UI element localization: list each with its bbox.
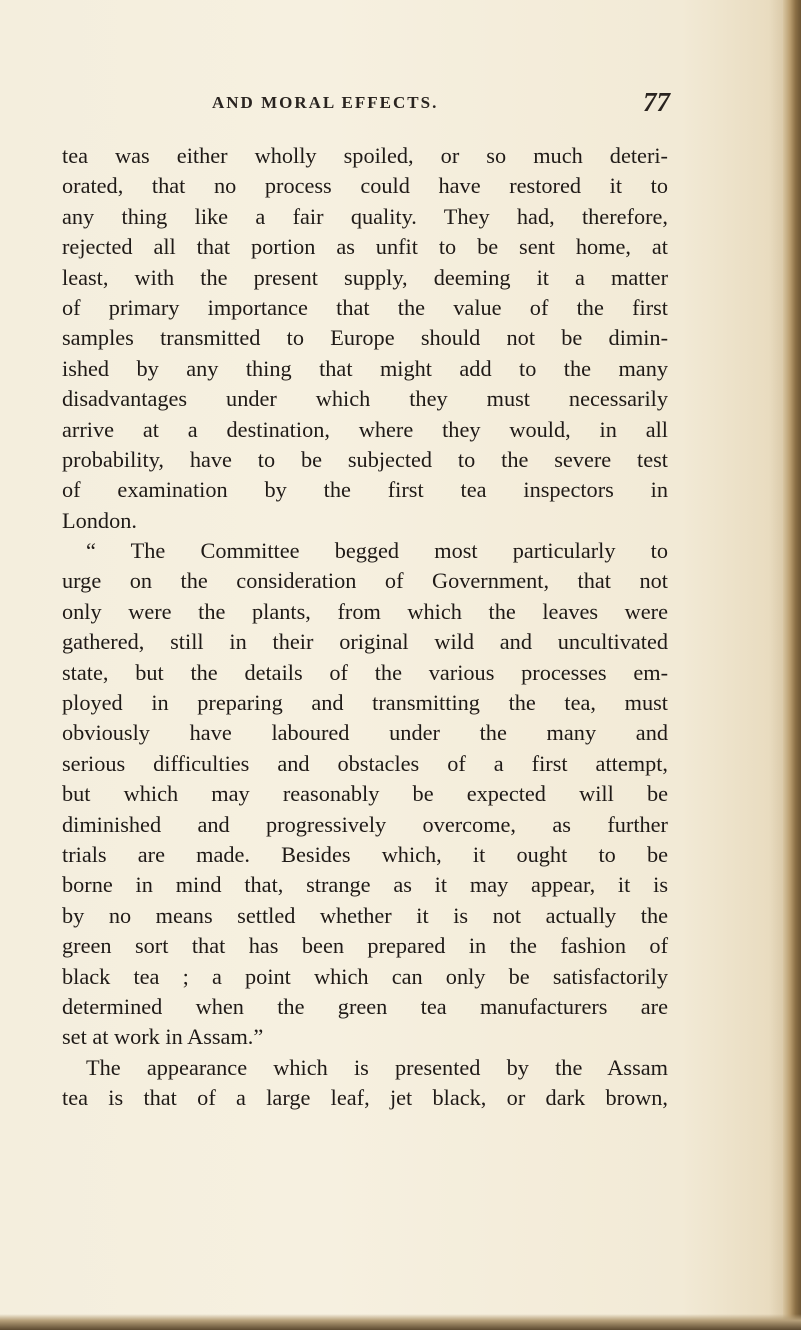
- text-line: arrive at a destination, where they would, in all: [62, 416, 668, 442]
- text-line: probability, have to be subjected to the severe test: [62, 446, 668, 472]
- text-line: gathered, still in their original wild and uncultivated: [62, 629, 668, 655]
- text-line: disadvantages under which they must necessarily: [62, 386, 668, 412]
- text-line: of examination by the first tea inspectors in: [62, 477, 668, 503]
- text-line: least, with the present supply, deeming it a matter: [62, 264, 668, 290]
- text-line: diminished and progressively overcome, as further: [62, 811, 668, 837]
- page-binding-edge: [783, 0, 801, 1330]
- text-line: only were the plants, from which the leaves were: [62, 598, 668, 624]
- text-line: any thing like a fair quality. They had, therefore,: [62, 203, 668, 229]
- text-line: orated, that no process could have restored it to: [62, 173, 668, 199]
- running-title: AND MORAL EFFECTS.: [212, 93, 439, 112]
- text-line: rejected all that portion as unfit to be sent home, at: [62, 234, 668, 260]
- text-line: samples transmitted to Europe should not be dimin-: [62, 325, 668, 351]
- text-line: serious difficulties and obstacles of a first attempt,: [62, 750, 668, 776]
- text-line: of primary importance that the value of the first: [62, 294, 668, 320]
- text-line: ployed in preparing and transmitting the tea, must: [62, 690, 668, 716]
- page-number: 77: [643, 87, 670, 117]
- text-line: trials are made. Besides which, it ought to be: [62, 841, 668, 867]
- text-line: tea was either wholly spoiled, or so much deteri-: [62, 143, 668, 168]
- text-line: state, but the details of the various processes em-: [62, 659, 668, 685]
- text-line: determined when the green tea manufacturers are: [62, 993, 668, 1019]
- text-line: green sort that has been prepared in the fashion of: [62, 933, 668, 959]
- text-line: “ The Committee begged most particularly to: [86, 538, 668, 564]
- text-line: obviously have laboured under the many and: [62, 720, 668, 746]
- text-line: The appearance which is presented by the Assam: [86, 1054, 668, 1080]
- text-line: but which may reasonably be expected will be: [62, 781, 668, 807]
- text-line: by no means settled whether it is not actually the: [62, 902, 668, 928]
- text-line: urge on the consideration of Government, that not: [62, 568, 668, 594]
- text-line: set at work in Assam.”: [62, 1024, 264, 1050]
- text-line: tea is that of a large leaf, jet black, or dark brown,: [62, 1085, 668, 1111]
- running-head: [60, 87, 670, 121]
- text-line: ished by any thing that might add to the many: [62, 355, 668, 381]
- body-text: [62, 141, 668, 1114]
- text-line: London.: [62, 507, 137, 533]
- text-line: black tea ; a point which can only be satisfactorily: [62, 963, 668, 989]
- text-line: borne in mind that, strange as it may appear, it is: [62, 872, 668, 898]
- page-bottom-edge: [0, 1314, 801, 1330]
